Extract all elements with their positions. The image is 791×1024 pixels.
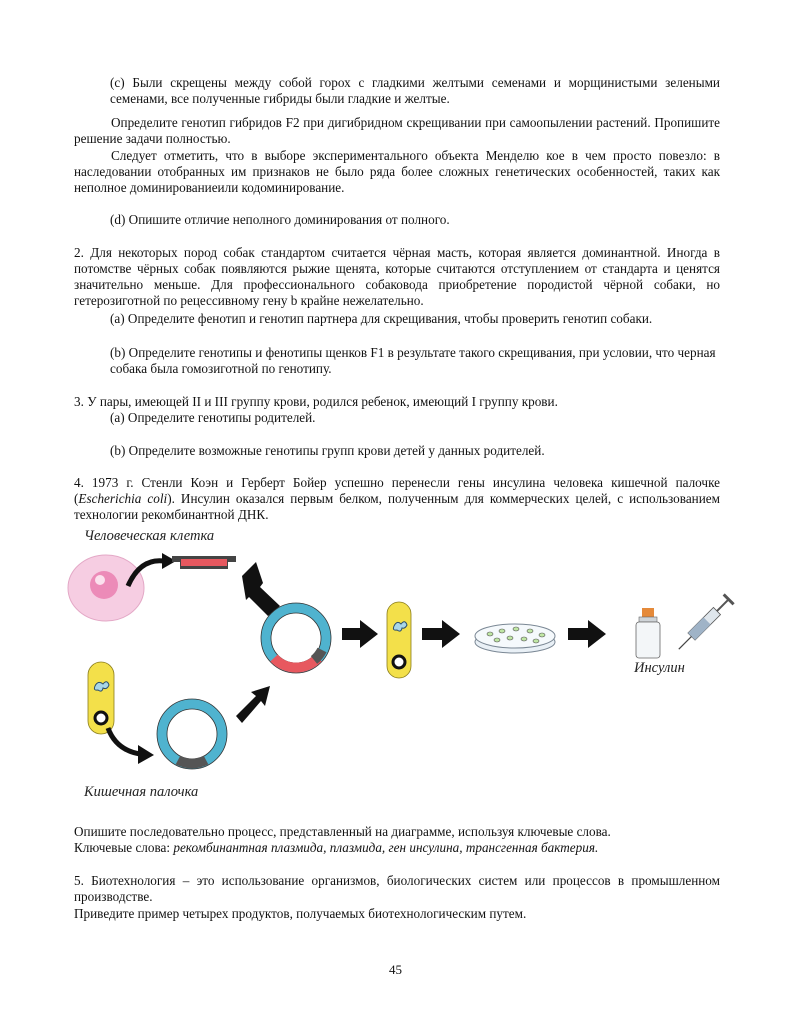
task5-question: Приведите пример четырех продуктов, получаемых биотехнологическим путем.	[74, 906, 527, 921]
task1-d-text: (d) Опишите отличие неполного доминирования от полного.	[110, 212, 450, 227]
task3-text: 3. У пары, имеющей II и III группу крови, родился ребенок, имеющий I группу крови.	[74, 394, 558, 409]
task1-note: Следует отметить, что в выборе экспериментального объекта Менделю кое в чем просто повезло: в наследовании отобранных им признаков не было ряда более сложных генетических особенностей, таких как неполное доминированиеили кодоминирование.	[74, 148, 720, 195]
arrow-plasmid-to-recombinant	[236, 686, 270, 723]
label-insulin: Инсулин	[634, 660, 685, 676]
task2-b-text: (b) Определите генотипы и фенотипы щенков F1 в результате такого скрещивания, при условии, что черная собака была гомозиготной по генотипу.	[110, 345, 716, 376]
task5-text: 5. Биотехнология – это использование организмов, биологических систем или процессов в промышленном производстве.	[74, 873, 720, 904]
arrow-plasmid-to-bacterium	[342, 620, 378, 648]
task2-text: 2. Для некоторых пород собак стандартом считается чёрная масть, которая является доминантной. Иногда в потомстве чёрных собак появляются рыжие щенята, которые считаются отступлением от стандарта и ценятся значительно меньше. Для профессионального собаковода приобретение породистой чёрной собаки, но гетерозиготной по рецессивному гену b крайне нежелательно.	[74, 245, 720, 308]
task4-text: 4. 1973 г. Стенли Коэн и Герберт Бойер успешно перенесли гены инсулина человека кишечной палочке (Escherichia coli). Инсулин оказался первым белком, полученным для коммерческих целей, с использованием технологии рекомбинантной ДНК.	[74, 475, 720, 522]
insulin-gene-fragment	[172, 556, 236, 569]
syringe	[674, 593, 735, 654]
recombinant-plasmid	[261, 603, 331, 673]
task1-c-text: (c) Были скрещены между собой горох с гладкими желтыми семенами и морщинистыми зелеными семенами, все полученные гибриды были гладкие и желтые.	[110, 75, 720, 106]
task3-b-text: (b) Определите возможные генотипы групп крови детей у данных родителей.	[110, 443, 545, 458]
ecoli-bacterium	[88, 662, 114, 734]
keywords-list: рекомбинантная плазмида, плазмида, ген инсулина, трансгенная бактерия.	[173, 840, 599, 855]
task1-c-question: Определите генотип гибридов F2 при дигибридном скрещивании при самоопылении растений. Пропишите решение задачи полностью.	[74, 115, 720, 146]
label-human-cell: Человеческая клетка	[84, 528, 215, 544]
plasmid	[157, 699, 227, 769]
task4-question: Опишите последовательно процесс, представленный на диаграмме, используя ключевые слова.	[74, 824, 611, 839]
arrow-bacterium-to-petri	[422, 620, 460, 648]
recombinant-dna-diagram	[60, 528, 740, 828]
petri-dish	[475, 624, 555, 653]
cell-nucleus	[90, 571, 118, 599]
transgenic-bacterium	[387, 602, 411, 678]
label-ecoli: Кишечная палочка	[84, 784, 199, 800]
task2-a-text: (a) Определите фенотип и генотип партнера для скрещивания, чтобы проверить генотип собаки.	[110, 311, 653, 326]
task4-keywords: Ключевые слова: рекомбинантная плазмида, плазмида, ген инсулина, трансгенная бактерия.	[74, 840, 599, 855]
arrow-petri-to-insulin	[568, 620, 606, 648]
arrow-ecoli-to-plasmid	[108, 728, 140, 754]
page-number: 45	[389, 962, 402, 977]
diagram-svg	[60, 528, 740, 828]
task3-a-text: (a) Определите генотипы родителей.	[110, 410, 316, 425]
arrow-gene-to-plasmid	[242, 562, 280, 616]
insulin-vial	[636, 608, 660, 658]
species-name: Escherichia coli	[78, 491, 168, 506]
